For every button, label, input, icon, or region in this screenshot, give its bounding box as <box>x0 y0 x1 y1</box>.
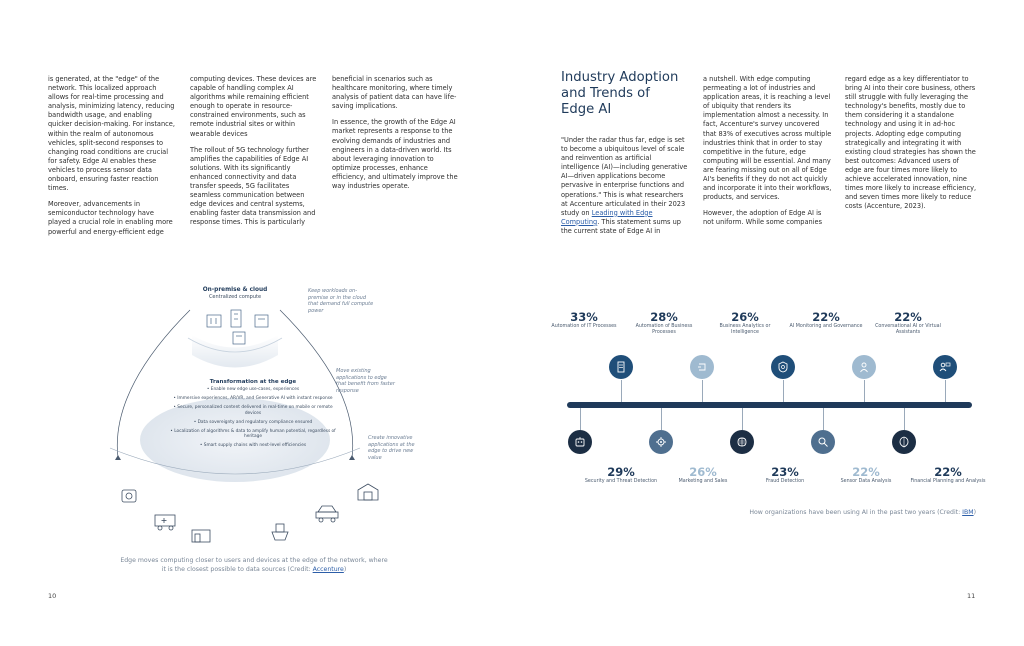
paragraph: computing devices. These devices are capable of handling complex AI algorithms while remaining efficient enough to operate in resource-constrained environments, such as remote industrial sites or within wearable devices <box>190 75 317 138</box>
stem <box>702 380 703 402</box>
stem <box>864 380 865 402</box>
stat-percent: 23% <box>771 465 799 479</box>
brain-circuit-icon <box>730 430 754 454</box>
left-caption <box>118 557 390 574</box>
stat-label: Security and Threat Detection <box>584 479 658 484</box>
stat-percent: 28% <box>650 310 678 324</box>
left-column-2 <box>190 75 320 235</box>
bullet-item: • Data sovereignty and regulatory compliance ensured <box>193 419 313 425</box>
stat-label: AI Monitoring and Governance <box>789 324 863 329</box>
right-column-2 <box>703 75 833 235</box>
robot-icon <box>568 430 592 454</box>
paragraph: regard edge as a key differentiator to bring AI into their core business, others still struggle with fully leveraging the technology's benefits, mostly due to them considering it a standalone technology and using it in ad-hoc projects. Adopting edge computing strategically and integrating it with existing cloud strategies has shown the best outcomes: Advanced users of edge are four times more likely to achieve accelerated innovation, nine times more likely to increase efficiency, and seven times more likely to reduce costs (Accenture, 2023). <box>845 75 977 211</box>
paragraph: However, the adoption of Edge AI is not uniform. While some companies <box>703 209 823 227</box>
bullet-item: • Immersive experiences, AR/VR, and Generative AI with instant response <box>173 395 333 401</box>
diagram-bullet-list <box>168 387 338 452</box>
paragraph: The rollout of 5G technology further amplifies the capabilities of Edge AI solutions. With its significantly enhanced connectivity and data transfer speeds, 5G facilitates seamless communication between edge devices and central systems, enabling faster data transmission and response times. This is particularly <box>190 145 316 227</box>
paragraph-text: "Under the radar thus far, edge is set to become a ubiquitous level of scale and reinvention as artificial intelligence (AI)—including generative AI—driven applications become pervasive in enterprise functions and operations." This is what researchers at Accenture articulated in their 2023 study on <box>561 136 688 217</box>
stat-percent: 22% <box>934 465 962 479</box>
stat-percent: 22% <box>852 465 880 479</box>
stem <box>904 408 905 430</box>
timeline-bar <box>567 402 972 408</box>
diagram-top-subtitle: Centralized compute <box>208 294 262 300</box>
stat-percent: 26% <box>731 310 759 324</box>
right-page-number: 11 <box>967 592 976 600</box>
caption-end: ) <box>973 509 976 516</box>
diagram-mid-note: Move existing applications to edge that benefit from faster response <box>336 368 395 394</box>
stat-label: Financial Planning and Analysis <box>910 479 986 484</box>
left-column-3 <box>332 75 462 198</box>
paragraph: is generated, at the "edge" of the network. This localized approach allows for real-time processing and analysis, minimizing latency, reducing bandwidth usage, and enabling quicker decision-making. For instance, within the realm of autonomous vehicles, split-second responses to changing road conditions are crucial for safety. Edge AI enables these vehicles to process sensor data onboard, ensuring faster reaction times. <box>48 75 175 193</box>
bullet-item: • Secure, personalized content delivered in real-time on mobile or remote devices <box>173 404 333 416</box>
paragraph: a nutshell. With edge computing permeating a lot of industries and application areas, it is reaching a level of ubiquity that renders its implementation almost a necessity. In fact, Accenture's survey uncovered that 83% of executives across multiple industries think that in order to stay competitive in the future, edge computing will be essential. And many are fearing missing out on all of Edge AI's benefits if they do not act quickly and incorporate it into their workflows, products, and services. <box>703 75 832 202</box>
stem <box>823 408 824 430</box>
paragraph: beneficial in scenarios such as healthcare monitoring, where timely analysis of patient data can have life-saving implications. <box>332 75 457 111</box>
diagram-edge-title: Transformation at the edge <box>209 379 297 385</box>
gear-icon <box>649 430 673 454</box>
section-heading: Industry Adoption and Trends of Edge AI <box>561 70 679 117</box>
stat-label: Automation of Business Processes <box>635 324 693 335</box>
stat-label: Conversational AI or Virtual Assistants <box>875 324 941 335</box>
bullet-item: • Localization of algorithms & data to amplify human potential, regardless of heritage <box>170 428 336 440</box>
caption-link-accenture[interactable]: Accenture <box>312 565 344 573</box>
analysis-icon <box>892 430 916 454</box>
shield-icon <box>852 355 876 379</box>
paragraph: In essence, the growth of the Edge AI market represents a response to the evolving demands of industries and engineers in a data-driven world. Its about leveraging innovation to optimize processes, enhance efficiency, and ultimately improve the way industries operate. <box>332 118 458 191</box>
stat-percent: 29% <box>607 465 635 479</box>
stat-percent: 33% <box>570 310 598 324</box>
bullet-item: • Enable new edge use-cases, experiences <box>206 387 300 392</box>
stem <box>945 380 946 402</box>
caption-text: Edge moves computing closer to users and devices at the edge of the network, where it is the closest possible to data sources (Credit: <box>120 557 388 573</box>
stat-label: Business Analytics or Intelligence <box>719 324 771 335</box>
stat-percent: 26% <box>689 465 717 479</box>
diagram-bottom-note: Create innovative applications at the edge to drive new value <box>368 435 415 461</box>
assistant-icon <box>933 355 957 379</box>
left-column-1 <box>48 75 178 244</box>
caption-text: How organizations have been using AI in the past two years (Credit: <box>749 509 961 516</box>
right-column-3 <box>845 75 977 218</box>
paragraph <box>561 136 691 236</box>
paragraph: Moreover, advancements in semiconductor technology have played a crucial role in enabling more powerful and energy-efficient edge <box>48 200 173 236</box>
stat-label: Fraud Detection <box>765 479 805 484</box>
stat-label: Marketing and Sales <box>678 479 728 484</box>
stem <box>742 408 743 430</box>
right-column-1 <box>561 136 691 243</box>
caption-end: ) <box>343 565 347 573</box>
right-caption <box>700 509 976 518</box>
paragraph-text: . This statement sums up the current state of Edge AI in <box>561 217 681 235</box>
process-icon <box>690 355 714 379</box>
left-page-number: 10 <box>48 592 57 600</box>
brain-icon <box>771 355 795 379</box>
stem <box>580 408 581 430</box>
study-link[interactable]: Leading with Edge Computing <box>561 208 653 226</box>
stat-label: Automation of IT Processes <box>551 324 617 329</box>
stem <box>783 380 784 402</box>
stat-label: Sensor Data Analysis <box>840 479 892 484</box>
server-icon <box>609 355 633 379</box>
search-icon <box>811 430 835 454</box>
stat-percent: 22% <box>812 310 840 324</box>
bullet-item: • Smart supply chains with next-level efficiencies <box>199 443 307 449</box>
stat-percent: 22% <box>894 310 922 324</box>
stem <box>661 408 662 430</box>
stem <box>621 380 622 402</box>
caption-link-ibm[interactable]: IBM <box>962 509 974 516</box>
diagram-top-title: On-premise & cloud <box>202 287 268 293</box>
diagram-top-note: Keep workloads on-premise or in the cloud that demand full compute power <box>308 288 374 314</box>
